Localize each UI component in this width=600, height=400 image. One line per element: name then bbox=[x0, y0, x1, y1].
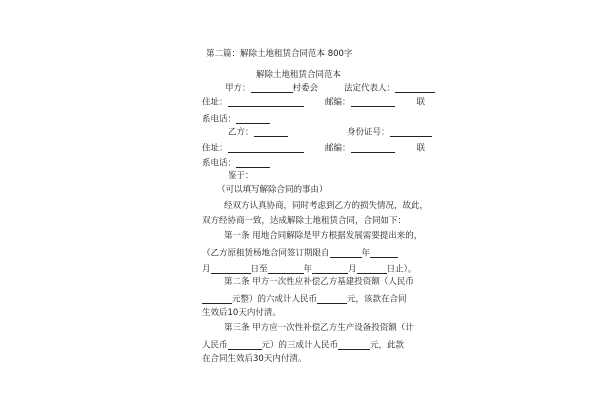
party-a-name-field[interactable] bbox=[251, 83, 293, 93]
clause-1-line-3 bbox=[202, 264, 416, 274]
intro-line-1: 经双方认真协商，同时考虑到乙方的损失情况，故此， bbox=[224, 201, 429, 211]
party-a-rep-label: 法定代表人： bbox=[344, 83, 396, 94]
party-b-id-row bbox=[347, 127, 432, 137]
clause-1-end-month-label: 月 bbox=[348, 264, 357, 275]
clause-3-equipment-field[interactable] bbox=[228, 340, 262, 350]
clause-2-investment-field[interactable] bbox=[202, 294, 232, 304]
clause-1-end-year-label: 年 bbox=[303, 264, 313, 275]
clause-1-to-label: 日至 bbox=[250, 264, 268, 275]
clause-1-month-label: 月 bbox=[202, 264, 211, 275]
party-b-phone-label: 系电话： bbox=[202, 158, 237, 169]
party-a-address-field[interactable] bbox=[228, 97, 304, 107]
clause-3-text-b: 元）的三成计人民币 bbox=[261, 340, 339, 351]
clause-3-line-1: 第三条 甲方应一次性补偿乙方生产设备投资额（计 bbox=[224, 323, 414, 333]
clause-1-start-day-field[interactable] bbox=[211, 264, 251, 274]
party-a-postcode-label: 邮编： bbox=[325, 97, 351, 108]
clause-1-line-2 bbox=[202, 248, 398, 258]
clause-3-line-3: 在合同生效后30天内付清。 bbox=[202, 354, 307, 364]
party-b-phone-field[interactable] bbox=[236, 158, 270, 168]
reason-note: （可以填写解除合同的事由） bbox=[217, 185, 328, 195]
party-a-rep-field[interactable] bbox=[395, 83, 435, 93]
party-a-rep-row bbox=[344, 83, 435, 93]
clause-1-end-month-field[interactable] bbox=[312, 264, 348, 274]
party-b-label: 乙方： bbox=[228, 127, 254, 138]
clause-1-start-year-field[interactable] bbox=[330, 248, 362, 258]
party-b-id-label: 身份证号： bbox=[347, 127, 390, 138]
party-a-suffix: 村委会 bbox=[292, 83, 319, 94]
clause-1-text-a: （乙方原租赁杨地合同签订期限自 bbox=[202, 248, 330, 259]
clause-1-start-month-field[interactable] bbox=[370, 248, 398, 258]
party-a-phone-field[interactable] bbox=[236, 114, 270, 124]
party-b-phone-row bbox=[202, 158, 270, 168]
clause-1-end-day-label: 日止）。 bbox=[386, 264, 417, 275]
party-b-address-row bbox=[202, 143, 304, 153]
document-title: 解除土地租赁合同范本 bbox=[256, 70, 342, 80]
party-a-phone-label: 系电话： bbox=[202, 114, 237, 125]
party-b-address-field[interactable] bbox=[228, 143, 304, 153]
party-a-postcode-row bbox=[325, 97, 425, 107]
whereas-label: 鉴于： bbox=[228, 171, 254, 181]
party-a-address-label: 住址： bbox=[202, 97, 228, 108]
clause-1-end-year-field[interactable] bbox=[268, 264, 304, 274]
party-b-postcode-field[interactable] bbox=[351, 143, 395, 153]
party-b-postcode-label: 邮编： bbox=[325, 143, 351, 154]
clause-3-text-a: 人民币 bbox=[202, 340, 228, 351]
clause-3-line-2 bbox=[202, 340, 404, 350]
clause-2-line-3: 生效后10天内付清。 bbox=[202, 308, 281, 318]
clause-2-text-a: 元整）的六成计人民币 bbox=[232, 294, 318, 305]
party-b-row bbox=[228, 127, 288, 137]
clause-3-text-c: 元，此款 bbox=[370, 340, 405, 351]
clause-3-compensation-field[interactable] bbox=[338, 340, 370, 350]
party-b-name-field[interactable] bbox=[254, 127, 288, 137]
party-a-phone-row bbox=[202, 114, 270, 124]
clause-2-compensation-field[interactable] bbox=[317, 294, 347, 304]
party-b-id-field[interactable] bbox=[390, 127, 432, 137]
document-header: 第二篇：解除土地租赁合同范本 800字 bbox=[206, 49, 353, 59]
party-a-address-row bbox=[202, 97, 304, 107]
party-a-contact-label: 联 bbox=[416, 97, 426, 108]
party-b-contact-label: 联 bbox=[416, 143, 426, 154]
clause-1-line-1: 第一条 甩地合同解除是甲方根据发展需要提出来的， bbox=[224, 231, 423, 241]
clause-2-line-2 bbox=[202, 294, 407, 304]
clause-1-end-day-field[interactable] bbox=[357, 264, 387, 274]
party-a-label: 甲方： bbox=[225, 83, 251, 94]
party-b-postcode-row bbox=[325, 143, 425, 153]
party-a-postcode-field[interactable] bbox=[351, 97, 395, 107]
clause-2-line-1: 第二条 甲方一次性应补偿乙方基建投资额（人民币 bbox=[224, 277, 414, 287]
clause-1-year-label: 年 bbox=[361, 248, 371, 259]
party-a-row bbox=[225, 83, 318, 93]
party-b-address-label: 住址： bbox=[202, 143, 228, 154]
intro-line-2: 双方经协商一致，达成解除土地租赁合同，合同如下： bbox=[202, 216, 407, 226]
clause-2-text-b: 元，该款在合同 bbox=[347, 294, 407, 305]
